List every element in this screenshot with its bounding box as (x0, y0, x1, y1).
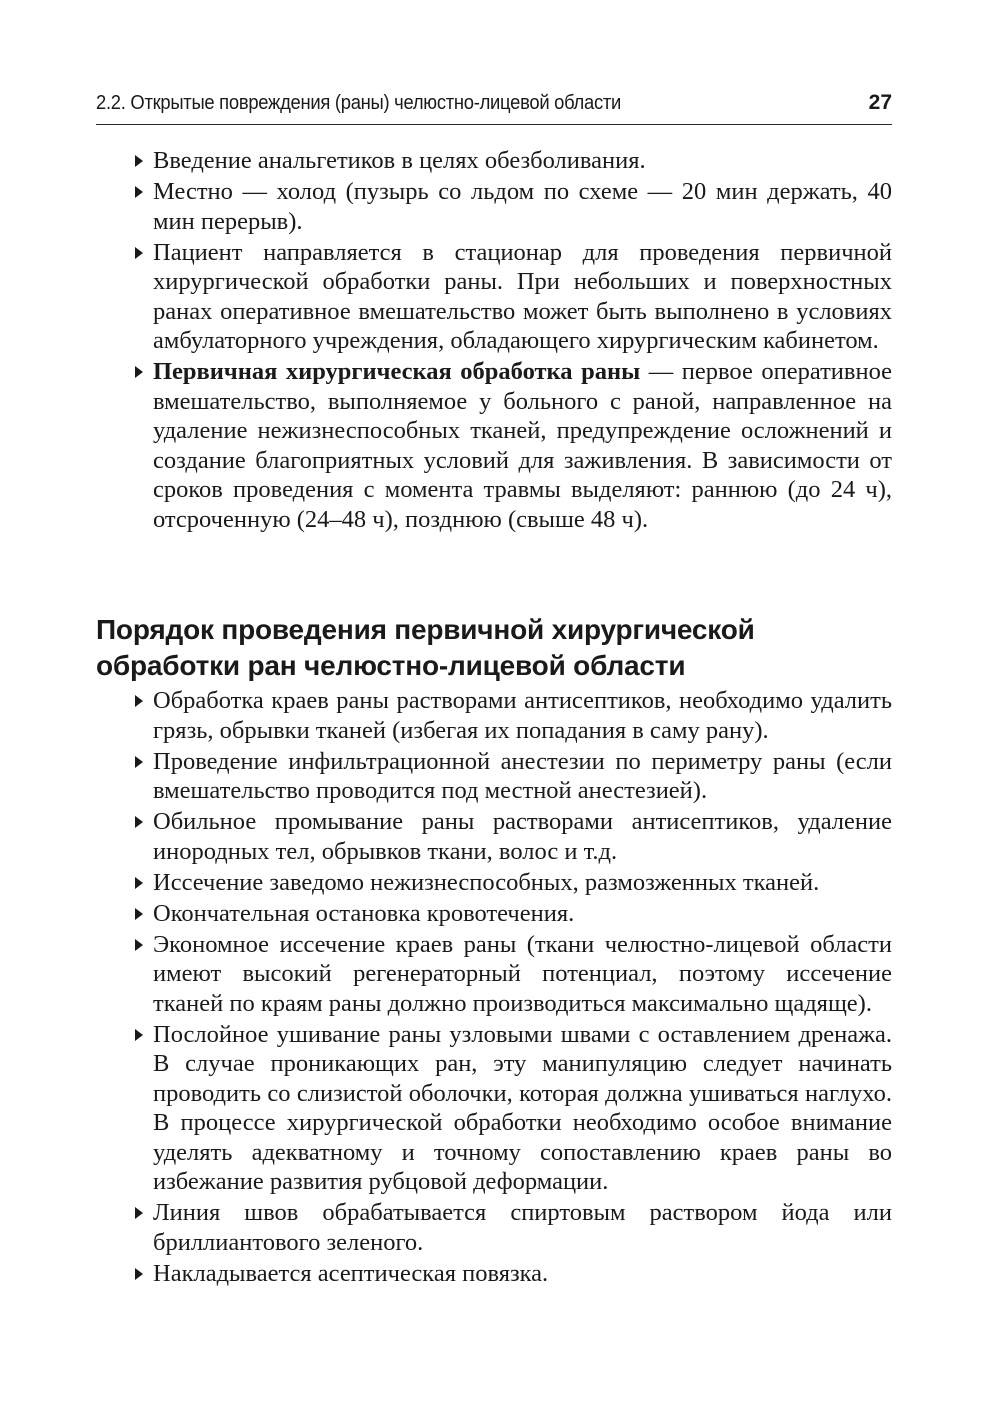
triangle-bullet-icon (135, 756, 143, 768)
intro-list-block (96, 146, 892, 536)
list-item-definition (96, 357, 892, 534)
procedure-list-block (96, 686, 892, 1290)
triangle-bullet-icon (135, 816, 143, 828)
list-item-text: Экономное иссечение краев раны (ткани челюстно-лицевой области имеют высокий регенераторный потенциал, поэтому иссечение тканей по краям раны должно производиться максимально щадяще). (153, 930, 892, 1017)
running-header (96, 90, 892, 125)
procedure-bullet-list (96, 686, 892, 1288)
list-item-text: Пациент направляется в стационар для проведения первичной хирургической обработки раны. При небольших и поверхностных ранах оперативное вмешательство может быть выполнено в условиях амбулаторного учреждения, обладающего хирургическим кабинетом. (153, 238, 892, 354)
triangle-bullet-icon (135, 939, 143, 951)
list-item-text: Накладывается асептическая повязка. (153, 1259, 549, 1287)
book-page (96, 0, 892, 1420)
triangle-bullet-icon (135, 695, 143, 707)
triangle-bullet-icon (135, 247, 143, 259)
definition-text: — первое оперативное вмешательство, выполняемое у больного с раной, направленное на удаление нежизнеспособных тканей, предупреждение осложнений и создание благоприятных условий для заживления. В зависимости от сроков проведения с момента травмы выделяют: раннюю (до 24 ч), отсроченную (24–48 ч), позднюю (свыше 48 ч). (153, 358, 892, 533)
list-item (96, 177, 892, 236)
section-heading: Порядок проведения первичной хирургической обработки ран челюстно-лицевой области (96, 614, 755, 681)
list-item (96, 899, 892, 929)
triangle-bullet-icon (135, 186, 143, 198)
list-item (96, 807, 892, 866)
list-item (96, 1259, 892, 1289)
list-item (96, 1020, 892, 1197)
list-item (96, 146, 892, 176)
list-item-text: Иссечение заведомо нежизнеспособных, размозженных тканей. (153, 868, 820, 896)
page-number: 27 (868, 91, 892, 114)
list-item-text: Обильное промывание раны растворами антисептиков, удаление инородных тел, обрывков ткани, волос и т.д. (153, 808, 892, 865)
list-item (96, 930, 892, 1019)
list-item-text: Обработка краев раны растворами антисептиков, необходимо удалить грязь, обрывки тканей (избегая их попадания в саму рану). (153, 687, 892, 744)
list-item-text: Послойное ушивание раны узловыми швами с оставлением дренажа. В случае проникающих ран, эту манипуляцию следует начинать проводить со слизистой оболочки, которая должна ушиваться наглухо. В процессе хирургической обработки необходимо особое внимание уделять адекватному и точному сопоставлению краев раны во избежание развития рубцовой деформации. (153, 1020, 892, 1195)
list-item (96, 1198, 892, 1257)
intro-bullet-list (96, 146, 892, 534)
running-section-title: 2.2. Открытые повреждения (раны) челюстно-лицевой области (96, 92, 622, 114)
triangle-bullet-icon (135, 1268, 143, 1280)
triangle-bullet-icon (135, 1207, 143, 1219)
definition-term: Первичная хирургическая обработка раны (153, 358, 641, 385)
list-item (96, 238, 892, 356)
triangle-bullet-icon (135, 908, 143, 920)
list-item (96, 686, 892, 745)
triangle-bullet-icon (135, 155, 143, 167)
triangle-bullet-icon (135, 1029, 143, 1041)
triangle-bullet-icon (135, 366, 143, 378)
list-item-text: Местно — холод (пузырь со льдом по схеме — 20 мин держать, 40 мин перерыв). (153, 178, 892, 235)
list-item-text: Введение анальгетиков в целях обезболивания. (153, 147, 646, 174)
list-item-text: Линия швов обрабатывается спиртовым раствором йода или бриллиантового зеленого. (153, 1199, 892, 1256)
list-item-text: Проведение инфильтрационной анестезии по периметру раны (если вмешательство проводится под местной анестезией). (153, 747, 892, 804)
list-item (96, 868, 892, 898)
list-item-text: Окончательная остановка кровотечения. (153, 899, 575, 927)
triangle-bullet-icon (135, 877, 143, 889)
list-item (96, 747, 892, 806)
